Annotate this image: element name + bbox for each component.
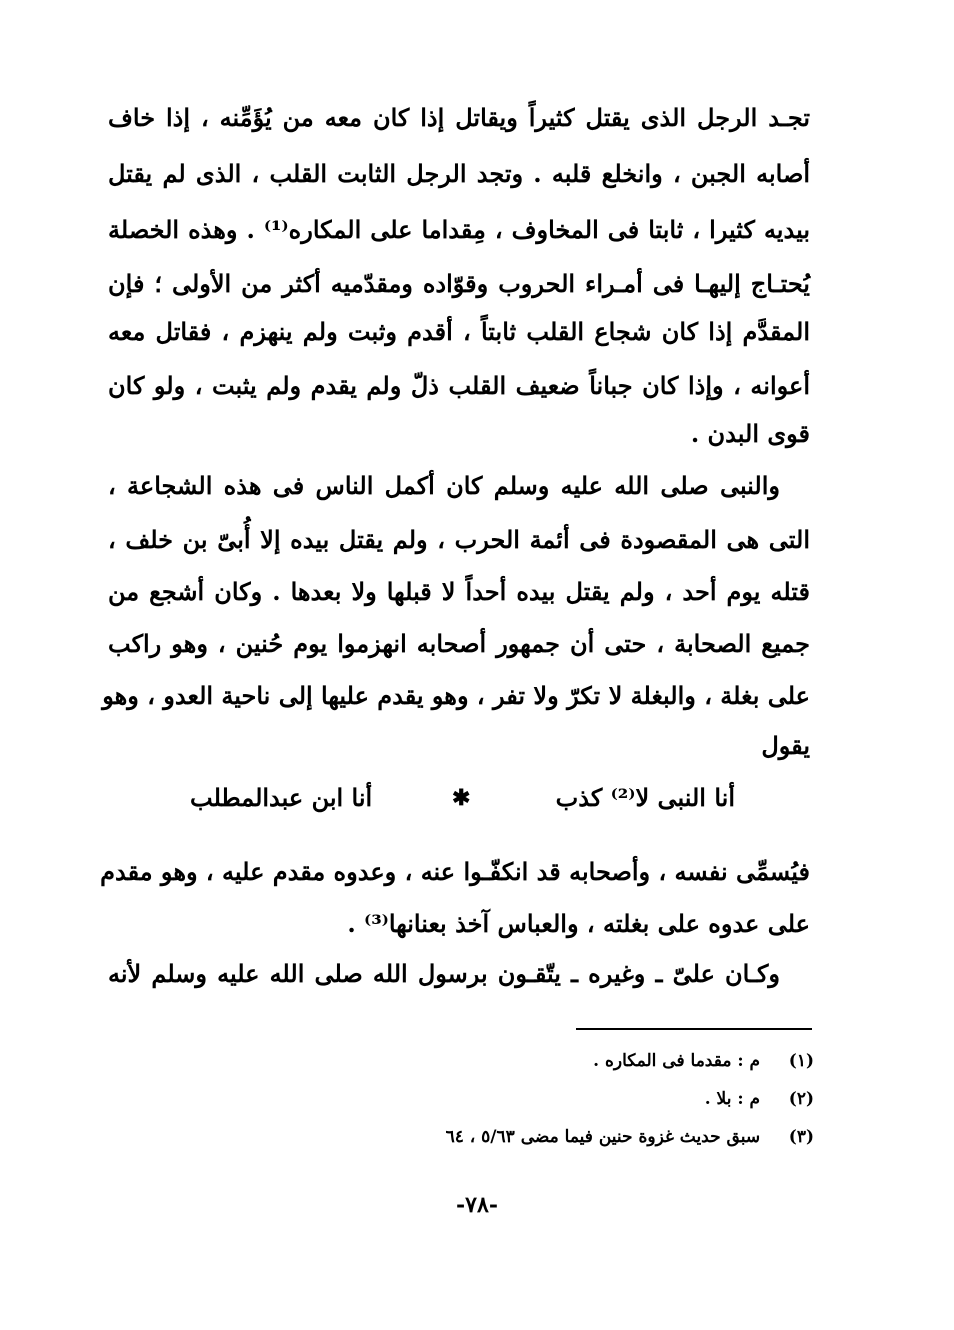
footnote-text: م : بلا . [704, 1089, 761, 1109]
footnote-number: (٢) [788, 1089, 814, 1109]
footnote-text: م : مقدما فى المكاره . [593, 1051, 761, 1071]
body-line: فيُسمِّى نفسه ، وأصحابه قد انكفّـوا عنه ، وعدوه مقدم عليه ، وهو مقدم [100, 857, 810, 886]
body-line: قوى البدن . [690, 419, 810, 448]
body-line: على عدوه على بغلته ، والعباس آخذ بعنانها⁽³⁾ . [347, 909, 810, 938]
body-line: أعوانه ، وإذا كان جباناً ضعيف القلب ذلّ ولم يقدم ولم يثبت ، ولو كان [108, 371, 810, 400]
footnote-divider [576, 1028, 812, 1030]
body-line: على بغلة ، والبغلة لا تكرّ ولا تفر ، وهو يقدم عليها إلى ناحية العدو ، وهو [102, 681, 810, 710]
body-line: التى هى المقصودة فى أئمة الحرب ، ولم يقتل بيده إلا أُبىّ بن خلف ، [108, 525, 810, 554]
body-line: بيديه كثيرا ، ثابتا فى المخاوف ، مِقداما على المكاره⁽¹⁾ . وهذه الخصلة [108, 215, 811, 244]
body-line: وكـان علىّ ـ وغيره ـ يتّقـون برسول الله صلى الله عليه وسلم لأنه [108, 959, 780, 988]
footnote [446, 1122, 814, 1152]
body-line: تجـد الرجل الذى يقتل كثيراً ويقاتل إذا كان معه من يُؤَمِّنه ، إذا خاف [108, 103, 810, 132]
footnote [705, 1084, 814, 1114]
body-line: قتله يوم أحد ، ولم يقتل بيده أحداً لا قبلها ولا بعدها . وكان أشجع من [108, 577, 810, 606]
page-number: -٧٨- [456, 1192, 498, 1218]
verse-separator-icon: ✱ [452, 785, 471, 811]
body-line: أصابه الجبن ، وانخلع قلبه . وتجد الرجل الثابت القلب ، الذى لم يقتل [108, 159, 810, 188]
verse-second-hemistich: أنا ابن عبدالمطلب [190, 783, 373, 812]
body-line: والنبى صلى الله عليه وسلم كان أكمل الناس فى هذه الشجاعة ، [108, 471, 780, 500]
body-line: جميع الصحابة ، حتى أن جمهور أصحابه انهزموا يوم حُنين ، وهو راكب [108, 629, 810, 658]
body-line: يُحتـاج إليهـا فى أمـراء الحروب وقوّاده ومقدّميه أكثر من الأولى ؛ فإن [108, 269, 810, 298]
footnote-number: (١) [788, 1051, 814, 1071]
footnote [593, 1046, 814, 1076]
verse-first-hemistich: أنا النبى لا⁽²⁾ كذب [555, 783, 735, 812]
footnote-text: سبق حديث غزوة حنين فيما مضى ٥/٦٣ ، ٦٤ [445, 1127, 761, 1147]
verse [190, 778, 735, 818]
footnote-number: (٣) [788, 1127, 814, 1147]
body-line: يقول [761, 731, 810, 760]
body-line: المقدَّم إذا كان شجاع القلب ثابتاً ، أقدم وثبت ولم ينهزم ، فقاتل معه [108, 317, 811, 346]
